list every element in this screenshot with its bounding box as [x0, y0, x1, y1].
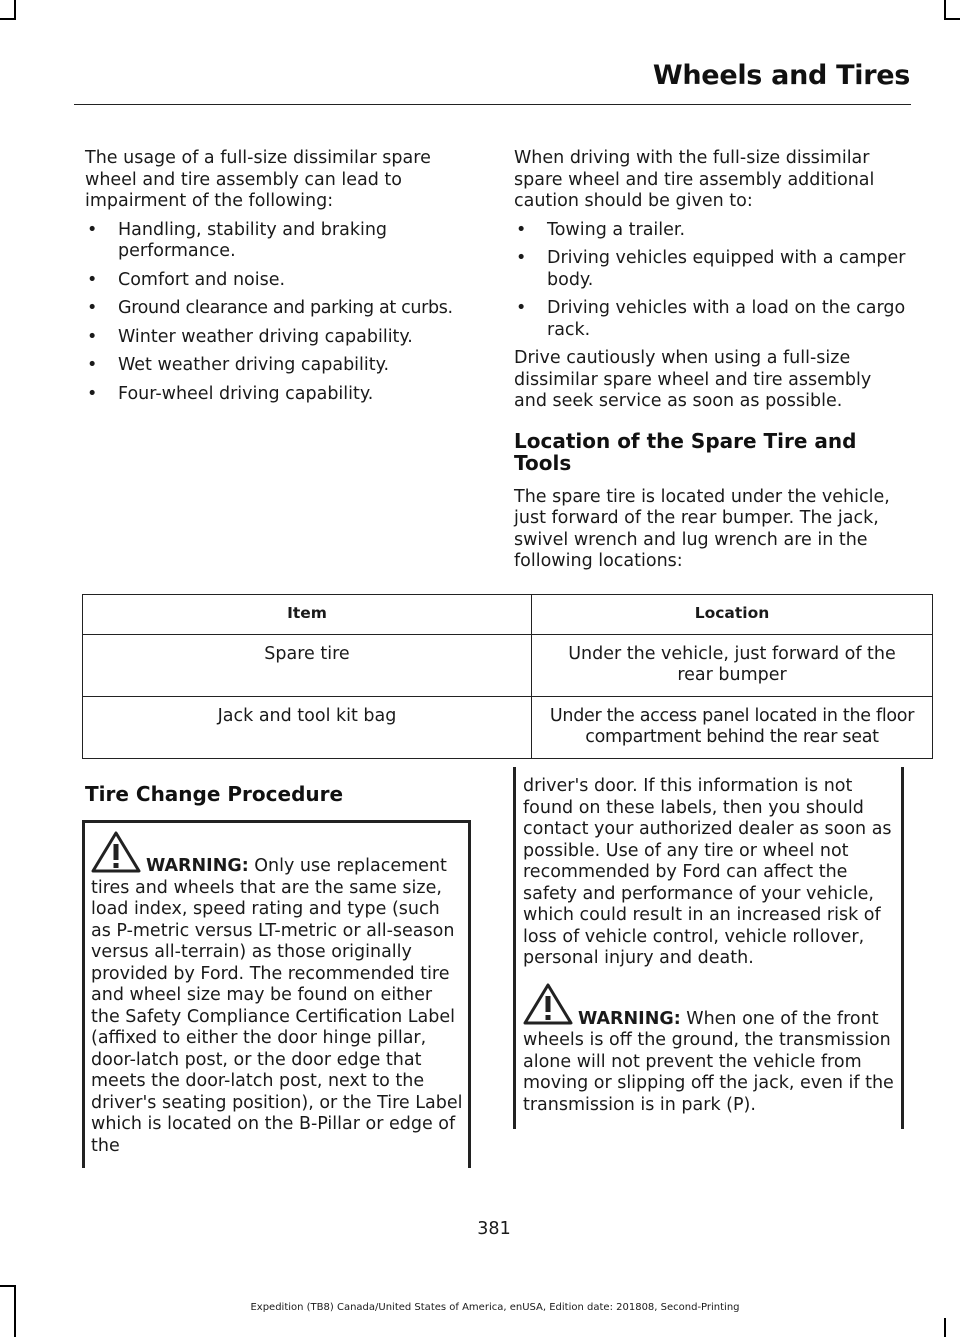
table-header-row — [83, 595, 933, 635]
list-item-text: Winter weather driving capability. — [118, 326, 413, 347]
warning-box — [91, 830, 463, 1157]
table-cell: Under the vehicle, just forward of the rear bumper — [532, 635, 933, 697]
list-item-text: Ground clearance and parking at curbs. — [118, 298, 453, 318]
impairment-list — [85, 220, 480, 406]
page-title: Wheels and Tires — [652, 60, 910, 91]
list-item-text: Driving vehicles with a load on the cargo rack. — [547, 298, 906, 340]
bullet-icon: • — [87, 269, 98, 290]
tire-change-heading: Tire Change Procedure — [85, 782, 344, 806]
list-item-text: Handling, stability and braking performance. — [118, 219, 388, 261]
warning-paragraph — [91, 830, 463, 1157]
warning-box-continued — [523, 776, 898, 1116]
crop-mark — [0, 1285, 16, 1287]
list-item — [85, 220, 480, 263]
list-item-text: Towing a trailer. — [547, 219, 686, 240]
section-text: The spare tire is located under the vehicle, just forward of the rear bumper. The jack, swivel wrench and lug wrench are in the following locations: — [514, 486, 890, 571]
right-column — [514, 148, 909, 573]
warning-label: WARNING: — [578, 1008, 681, 1029]
crop-mark — [0, 18, 16, 20]
table-row — [83, 697, 933, 759]
bullet-icon: • — [87, 219, 98, 240]
column-header-item: Item — [83, 595, 532, 635]
location-table — [82, 594, 933, 759]
warning-border-left — [82, 820, 85, 1168]
bullet-icon: • — [87, 355, 98, 375]
list-item — [514, 298, 909, 341]
page-number: 381 — [477, 1219, 511, 1239]
table-cell: Spare tire — [83, 635, 532, 697]
crop-mark — [944, 1318, 946, 1337]
advice-text: Drive cautiously when using a full-size dissimilar spare wheel and tire assembly and seek service as soon as possible. — [514, 348, 872, 411]
warning-text: When one of the front wheels is off the ground, the transmission alone will not prevent the vehicle from moving or slipping off the jack, even if the transmission is in park (P). — [523, 1008, 894, 1115]
footer-text: Expedition (TB8) Canada/United States of America, enUSA, Edition date: 201808, Second-Printing — [250, 1302, 740, 1313]
warning-text: driver's door. If this information is not found on these labels, then you should contact your authorized dealer as soon as possible. Use of any tire or wheel not recommended by Ford can affect the safety and performance of your vehicle, which could result in an increased risk of loss of vehicle control, vehicle rollover, personal injury and death. — [523, 776, 892, 968]
list-item — [85, 384, 480, 406]
warning-paragraph — [523, 982, 898, 1117]
warning-text: Only use replacement tires and wheels that are the same size, load index, speed rating and type (such as P-metric versus LT-metric or all-season versus all-terrain) as those originally provided by Ford. The recommended tire and wheel size may be found on either the Safety Compliance Certification Label (affixed to either the door hinge pillar, door-latch post, or the door edge that meets the door-latch post, next to the driver's seating position), or the Tire Label which is located on the B-Pillar or edge of the — [91, 856, 463, 1156]
warning-border-right — [468, 820, 471, 1168]
bullet-icon: • — [516, 298, 527, 318]
left-intro: The usage of a full-size dissimilar spare wheel and tire assembly can lead to impairment of the following: — [85, 148, 431, 211]
list-item-text: Driving vehicles equipped with a camper body. — [547, 248, 906, 290]
list-item-text: Comfort and noise. — [118, 269, 286, 290]
column-header-location: Location — [532, 595, 933, 635]
list-item — [85, 327, 480, 349]
warning-label: WARNING: — [146, 856, 249, 876]
warning-border-left — [513, 767, 516, 1129]
list-item-text: Wet weather driving capability. — [118, 355, 390, 375]
bullet-icon: • — [87, 383, 98, 404]
list-item — [514, 220, 909, 242]
header-rule — [74, 104, 911, 105]
warning-triangle-icon — [522, 982, 574, 1026]
warning-border-right — [901, 767, 904, 1129]
section-heading: Location of the Spare Tire and Tools — [514, 428, 857, 475]
table-cell: Under the access panel located in the floor compartment behind the rear seat — [532, 697, 933, 759]
warning-triangle-icon — [90, 830, 142, 874]
crop-mark — [14, 0, 16, 20]
warning-border-top — [82, 820, 471, 823]
bullet-icon: • — [516, 248, 527, 268]
caution-list — [514, 220, 909, 342]
crop-mark — [944, 0, 946, 20]
list-item — [85, 270, 480, 292]
bullet-icon: • — [516, 219, 527, 240]
left-column — [85, 148, 480, 405]
table-row — [83, 635, 933, 697]
table-cell: Jack and tool kit bag — [83, 697, 532, 759]
list-item — [514, 248, 909, 291]
list-item-text: Four-wheel driving capability. — [118, 383, 374, 404]
right-intro: When driving with the full-size dissimilar spare wheel and tire assembly additional caution should be given to: — [514, 148, 875, 211]
crop-mark — [944, 18, 960, 20]
bullet-icon: • — [87, 326, 98, 347]
list-item — [85, 355, 480, 377]
list-item — [85, 298, 480, 320]
bullet-icon: • — [87, 298, 97, 318]
